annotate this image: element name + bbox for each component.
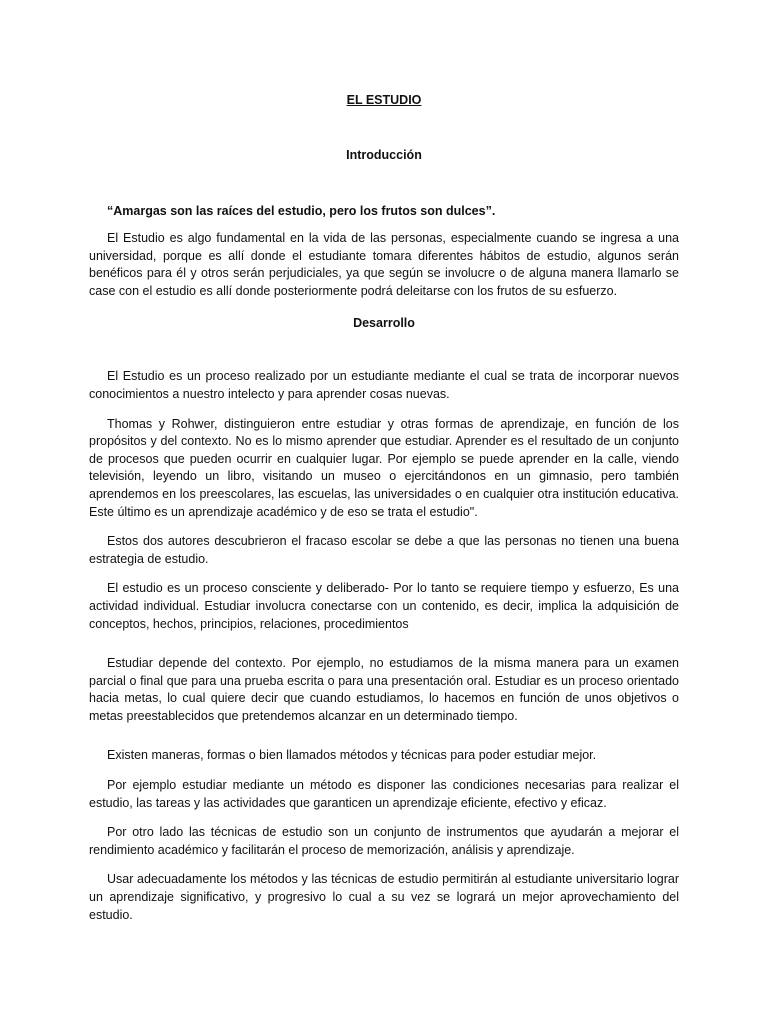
document-title: EL ESTUDIO (346, 93, 422, 107)
epigraph-quote: “Amargas son las raíces del estudio, pero los frutos son dulces”. (107, 204, 496, 218)
body-paragraph: Estos dos autores descubrieron el fracaso escolar se debe a que las personas no tienen una buena estrategia de estudio. (89, 534, 679, 566)
body-paragraph: Estudiar depende del contexto. Por ejemplo, no estudiamos de la misma manera para un examen parcial o final que para una prueba escrita o para una presentación oral. Estudiar es un proceso orientado hacia metas, lo cual quiere decir que cuando estudiamos, lo hacemos en función de unos objetivos o metas preestablecidos que pretendemos alcanzar en un determinado tiempo. (89, 656, 679, 723)
body-paragraph: Existen maneras, formas o bien llamados métodos y técnicas para poder estudiar mejor. (107, 748, 597, 763)
body-paragraph: Por otro lado las técnicas de estudio son un conjunto de instrumentos que ayudarán a mejorar el rendimiento académico y facilitarán el proceso de memorización, análisis y aprendizaje. (89, 825, 679, 857)
body-paragraph: Usar adecuadamente los métodos y las técnicas de estudio permitirán al estudiante universitario lograr un aprendizaje significativo, y progresivo lo cual a su vez se logrará un mejor aprovechamiento del estudio. (89, 872, 679, 922)
body-paragraph: Por ejemplo estudiar mediante un método es disponer las condiciones necesarias para realizar el estudio, las tareas y las actividades que garanticen un aprendizaje eficiente, efectivo y eficaz. (89, 778, 679, 810)
body-paragraph: Thomas y Rohwer, distinguieron entre estudiar y otras formas de aprendizaje, en función de los propósitos y del contexto. No es lo mismo aprender que estudiar. Aprender es el resultado de un conjunto de procesos que pueden ocurrir en cualquier lugar. Por ejemplo se puede aprender en la calle, viendo televisión, leyendo un libro, visitando un museo o ejercitándonos en un gimnasio, pero también aprendemos en los preescolares, las escuelas, las universidades o en cualquier otra institución educativa. Este último es un aprendizaje académico y de eso se trata el estudio". (89, 416, 679, 519)
body-paragraph: El Estudio es un proceso realizado por un estudiante mediante el cual se trata de incorporar nuevos conocimientos a nuestro intelecto y para aprender cosas nuevas. (89, 369, 679, 401)
intro-heading: Introducción (346, 148, 422, 162)
document-body (89, 90, 679, 924)
body-paragraph: El estudio es un proceso consciente y deliberado- Por lo tanto se requiere tiempo y esfuerzo, Es una actividad individual. Estudiar involucra conectarse con un contenido, es decir, implica la adquisición de conceptos, hechos, principios, relaciones, procedimientos (89, 581, 679, 631)
development-heading: Desarrollo (353, 316, 415, 331)
intro-paragraph: El Estudio es algo fundamental en la vida de las personas, especialmente cuando se ingresa a una universidad, porque es allí donde el estudiante tomara diferentes hábitos de estudio, algunos serán benéficos para él y otros serán perjudiciales, ya que según se involucre o de alguna manera llamarlo se case con el estudio es allí donde posteriormente podrá deleitarse con los frutos de su esfuerzo. (89, 231, 679, 298)
